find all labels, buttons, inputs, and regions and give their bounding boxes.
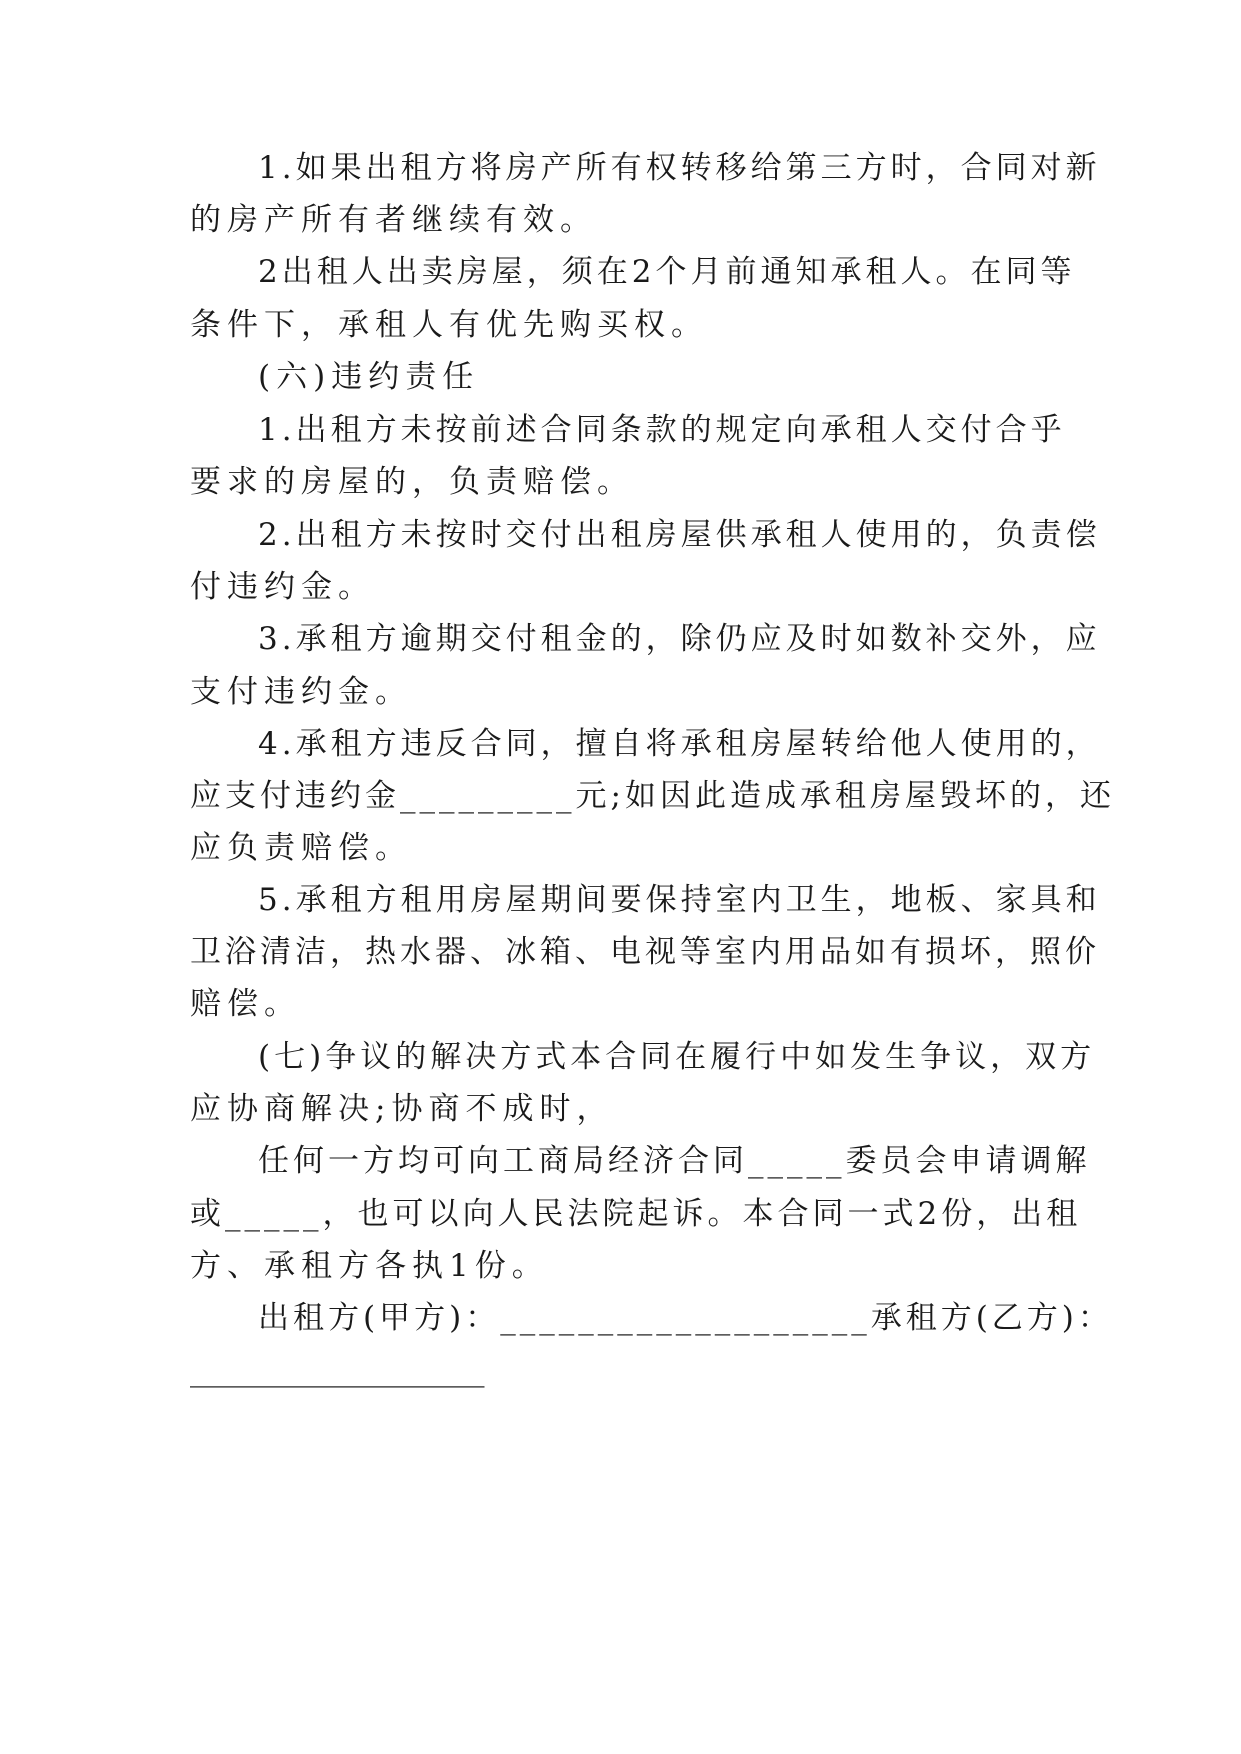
- paragraph-line: 5.承租方租用房屋期间要保持室内卫生，地板、家具和: [258, 882, 1101, 918]
- paragraph-line: 任何一方均可向工商局经济合同_____委员会申请调解: [258, 1143, 1091, 1179]
- paragraph-line: (七)争议的解决方式本合同在履行中如发生争议，双方: [258, 1039, 1096, 1075]
- paragraph-line: 付违约金。: [190, 569, 375, 605]
- paragraph-line: 方、承租方各执1份。: [190, 1248, 549, 1284]
- paragraph-line: 2出租人出卖房屋，须在2个月前通知承租人。在同等: [258, 254, 1076, 290]
- paragraph-line: 赔偿。: [190, 986, 301, 1022]
- paragraph-line: 应协商解决;协商不成时，: [190, 1091, 614, 1127]
- signature-blank: ___________________: [190, 1352, 485, 1388]
- paragraph-line: 的房产所有者继续有效。: [190, 202, 597, 238]
- paragraph-line: 要求的房屋的，负责赔偿。: [190, 464, 634, 500]
- paragraph-line: 1.如果出租方将房产所有权转移给第三方时，合同对新: [258, 150, 1101, 186]
- paragraph-line: 卫浴清洁，热水器、冰箱、电视等室内用品如有损坏，照价: [190, 934, 1100, 970]
- paragraph-line: 应支付违约金_________元;如因此造成承租房屋毁坏的，还: [190, 778, 1115, 814]
- signature-line: 出租方(甲方)：___________________承租方(乙方)：: [258, 1300, 1113, 1336]
- paragraph-line: 4.承租方违反合同，擅自将承租房屋转给他人使用的，: [258, 726, 1101, 762]
- paragraph-line: 条件下，承租人有优先购买权。: [190, 307, 708, 343]
- paragraph-line: 3.承租方逾期交付租金的，除仍应及时如数补交外，应: [258, 621, 1101, 657]
- section-heading: (六)违约责任: [258, 359, 480, 395]
- paragraph-line: 或_____，也可以向人民法院起诉。本合同一式2份，出租: [190, 1196, 1082, 1232]
- paragraph-line: 支付违约金。: [190, 674, 412, 710]
- paragraph-line: 1.出租方未按前述合同条款的规定向承租人交付合乎: [258, 412, 1066, 448]
- paragraph-line: 2.出租方未按时交付出租房屋供承租人使用的，负责偿: [258, 517, 1101, 553]
- paragraph-line: 应负责赔偿。: [190, 830, 412, 866]
